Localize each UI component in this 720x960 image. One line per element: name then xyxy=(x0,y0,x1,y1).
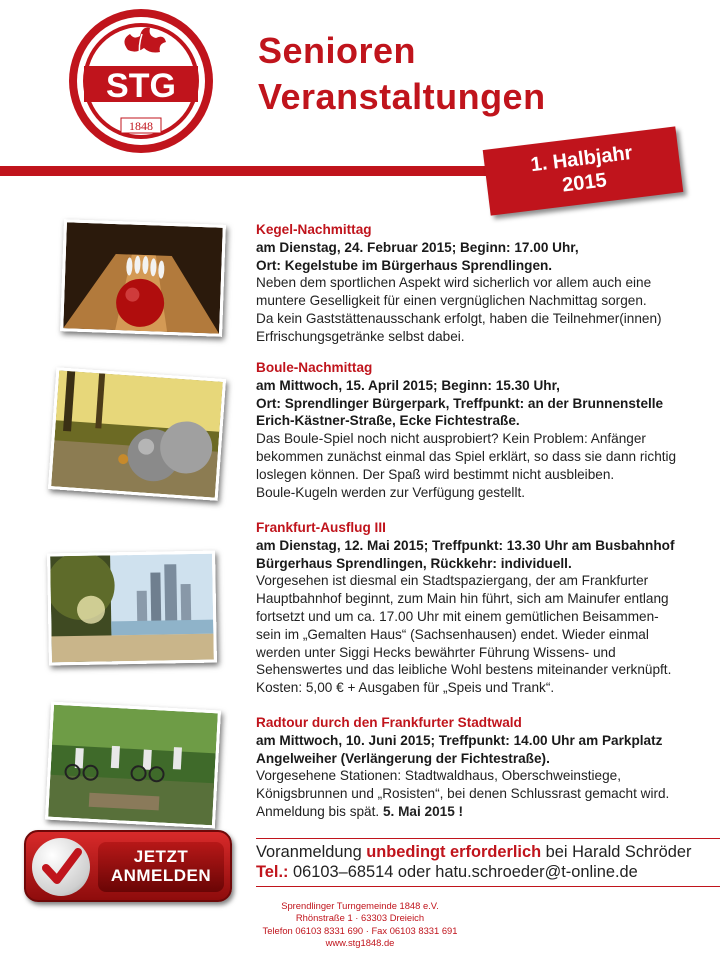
event-text-line: Da kein Gaststättenausschank erfolgt, haben die Teilnehmer(innen) xyxy=(256,310,662,326)
event-location: Bürgerhaus Sprendlingen, Rückkehr: individuell. xyxy=(256,555,572,571)
frankfurt-skyline-photo xyxy=(47,551,217,666)
event-frankfurt xyxy=(256,519,716,697)
register-button-label xyxy=(98,842,224,892)
event-text-line: Hauptbahnhof beginnt, zum Main hin führt, sich am Mainufer entlang xyxy=(256,591,669,607)
logo-year: 1848 xyxy=(129,119,153,133)
event-kegel xyxy=(256,221,716,346)
event-text-line: Sehenswertes und das leibliche Wohl bestens miteinander verknüpft. xyxy=(256,662,672,678)
cycling-group-photo xyxy=(45,702,221,829)
event-text-line: Vorgesehene Stationen: Stadtwaldhaus, Oberschweinstiege, xyxy=(256,768,622,784)
contact-line-1 xyxy=(256,842,718,862)
banner-line-1: 1. Halbjahr xyxy=(529,141,634,177)
event-text-line: loslegen können. Der Spaß wird bestimmt nicht ausbleiben. xyxy=(256,466,615,482)
event-date: am Dienstag, 12. Mai 2015; Treffpunkt: 13.30 Uhr am Busbahnhof xyxy=(256,537,675,553)
contact-emphasis: unbedingt erforderlich xyxy=(366,843,542,861)
event-location: Angelweiher (Verlängerung der Fichtestraße). xyxy=(256,750,550,766)
event-location: Erich-Kästner-Straße, Ecke Fichtestraße. xyxy=(256,413,520,429)
event-title: Kegel-Nachmittag xyxy=(256,222,372,237)
event-text-line: Boule-Kugeln werden zur Verfügung gestellt. xyxy=(256,484,526,500)
contact-divider-bottom xyxy=(256,886,720,887)
event-date: am Mittwoch, 15. April 2015; Beginn: 15.30 Uhr, xyxy=(256,377,560,393)
contact-line-2 xyxy=(256,862,718,882)
event-text-line xyxy=(256,803,716,821)
event-deadline-label: Anmeldung bis spät. xyxy=(256,803,380,819)
contact-phone-email: 06103–68514 oder hatu.schroeder@t-online.de xyxy=(288,863,638,881)
event-date: am Mittwoch, 10. Juni 2015; Treffpunkt: 14.00 Uhr am Parkplatz xyxy=(256,732,663,748)
footer-phone: Telefon 06103 8331 690 · Fax 06103 8331 691 xyxy=(262,924,458,936)
boule-photo xyxy=(48,367,226,501)
event-date: am Dienstag, 24. Februar 2015; Beginn: 17.00 Uhr, xyxy=(256,239,579,255)
register-button[interactable] xyxy=(24,830,232,902)
page-title xyxy=(258,28,546,120)
event-text-line: muntere Geselligkeit für einen vergnüglichen Nachmittag sorgen. xyxy=(256,293,647,309)
contact-prefix: Voranmeldung xyxy=(256,843,367,861)
checkmark-icon xyxy=(32,838,90,896)
event-text-line: sein im „Gemalten Haus“ (Sachsenhausen) endet. Wieder einmal xyxy=(256,626,649,642)
title-line-2: Veranstaltungen xyxy=(258,76,546,117)
contact-person: bei Harald Schröder xyxy=(541,843,692,861)
bowling-photo xyxy=(60,219,226,337)
register-line-1: JETZT xyxy=(133,847,189,866)
stg-logo xyxy=(66,6,216,156)
event-boule xyxy=(256,359,716,501)
event-location: Ort: Sprendlinger Bürgerpark, Treffpunkt: an der Brunnenstelle xyxy=(256,395,664,411)
period-banner xyxy=(483,126,684,215)
event-text-line: bekommen zunächst einmal das Spiel erklärt, so dass sie dann richtig xyxy=(256,448,677,464)
event-text-line: Kosten: 5,00 € + Ausgaben für „Speis und Trank“. xyxy=(256,680,555,696)
footer-club: Sprendlinger Turngemeinde 1848 e.V. xyxy=(281,900,439,911)
event-title: Frankfurt-Ausflug III xyxy=(256,520,386,535)
contact-divider-top xyxy=(256,838,720,839)
event-text-line: Erfrischungsgetränke selbst dabei. xyxy=(256,328,465,344)
contact-phone-label: Tel.: xyxy=(256,863,289,881)
event-text-line: werden unter Siggi Hecks bewährter Führung Wissens- und xyxy=(256,644,616,660)
event-text-line: Neben dem sportlichen Aspekt wird sicherlich vor allem auch eine xyxy=(256,275,652,291)
register-line-2: ANMELDEN xyxy=(110,866,212,885)
event-location: Ort: Kegelstube im Bürgerhaus Sprendlingen. xyxy=(256,257,553,273)
event-radtour xyxy=(256,714,716,821)
footer-street: Rhönstraße 1 · 63303 Dreieich xyxy=(295,912,425,924)
event-text-line: fortsetzt und um ca. 17.00 Uhr mit einem gemütlichen Beisammen- xyxy=(256,608,659,624)
banner-line-2: 2015 xyxy=(561,169,608,197)
event-text-line: Das Boule-Spiel noch nicht ausprobiert? Kein Problem: Anfänger xyxy=(256,431,646,447)
event-title: Boule-Nachmittag xyxy=(256,360,373,375)
footer-address xyxy=(240,900,480,950)
event-title: Radtour durch den Frankfurter Stadtwald xyxy=(256,715,522,730)
event-deadline-date: 5. Mai 2015 ! xyxy=(382,803,464,819)
event-text-line: Vorgesehen ist diesmal ein Stadtspaziergang, der am Frankfurter xyxy=(256,573,649,589)
footer-website: www.stg1848.de xyxy=(325,937,395,949)
logo-letters: STG xyxy=(106,67,176,105)
event-text-line: Königsbrunnen und „Rosisten“, bei denen Schlussrast gemacht wird. xyxy=(256,786,670,802)
title-line-1: Senioren xyxy=(258,30,417,71)
